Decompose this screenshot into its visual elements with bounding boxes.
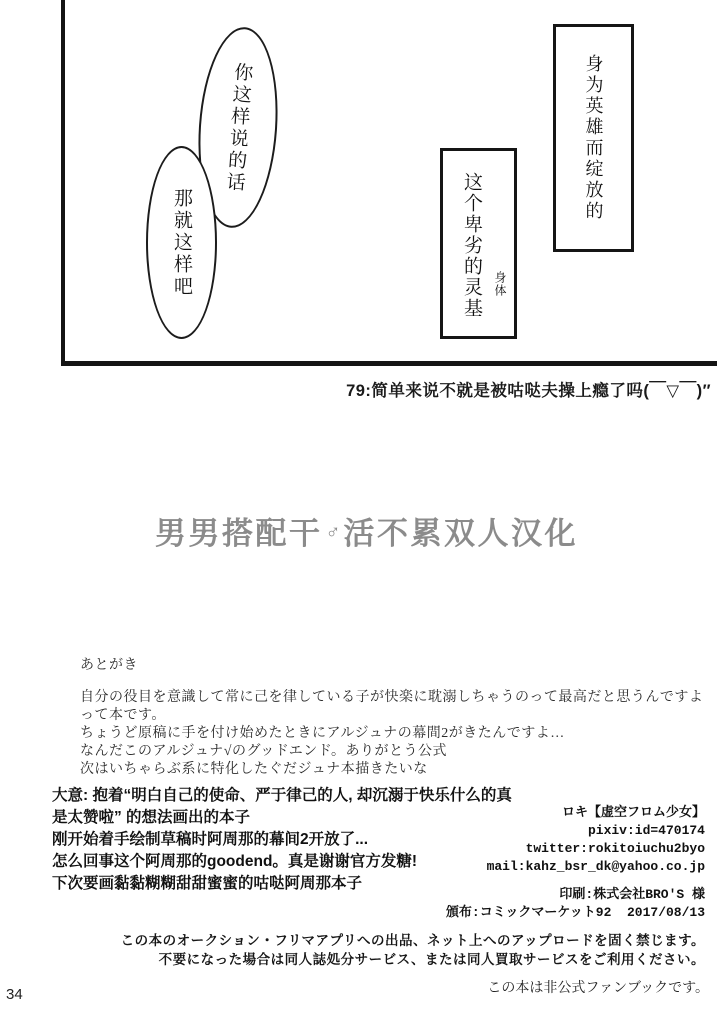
narration-box bbox=[553, 24, 634, 252]
summary-line: 怎么回事这个阿周那的goodend。真是谢谢官方发糖! bbox=[52, 853, 418, 870]
translation-group-title bbox=[155, 508, 578, 553]
afterword-section bbox=[80, 654, 703, 779]
mail-address: mail:kahz_bsr_dk@yahoo.co.jp bbox=[486, 859, 705, 874]
narration-text: 身为英雄而绽放的 bbox=[583, 54, 604, 222]
afterword-line: なんだこのアルジュナ√のグッドエンド。ありがとう公式 bbox=[80, 744, 447, 759]
pixiv-id: pixiv:id=470174 bbox=[587, 823, 705, 838]
summary-line: 是太赞啦” 的想法画出的本子 bbox=[52, 809, 251, 826]
panel-caption: 79:简单来说不就是被咕哒夫操上瘾了吗(￣▽￣)″ bbox=[346, 382, 711, 400]
narration-text: 这个卑劣的灵基 bbox=[461, 172, 482, 319]
page-number: 34 bbox=[6, 986, 23, 1003]
afterword-line: ちょうど原稿に手を付け始めたときにアルジュナの幕間2がきたんですよ… bbox=[80, 726, 565, 741]
summary-line: 刚开始着手绘制草稿时阿周那的幕间2开放了... bbox=[52, 831, 369, 848]
prohibition-notice bbox=[121, 931, 705, 969]
title-text-left: 男男搭配干 bbox=[155, 516, 323, 551]
afterword-line: って本です。 bbox=[80, 708, 166, 723]
narration-ruby-text: 身体 bbox=[493, 271, 507, 297]
title-text-right: 活不累双人汉化 bbox=[343, 516, 578, 551]
panel-left-border bbox=[61, 0, 65, 366]
afterword-heading: あとがき bbox=[80, 658, 138, 673]
speech-bubble-text: 那就这样吧 bbox=[171, 187, 192, 298]
speech-bubble bbox=[146, 146, 217, 339]
twitter-handle: twitter:rokitoiuchu2byo bbox=[525, 841, 705, 856]
author-credits bbox=[487, 804, 705, 876]
notice-line: 不要になった場合は同人誌処分サービス、または同人買取サービスをご利用ください。 bbox=[158, 952, 705, 967]
chinese-summary-section bbox=[52, 785, 512, 895]
printer-info: 印刷:株式会社BRO'S 様 bbox=[559, 887, 705, 902]
panel-bottom-border bbox=[61, 361, 717, 366]
unofficial-fanbook-note: この本は非公式ファンブックです。 bbox=[487, 981, 709, 996]
circle-name: ロキ【虚空フロム少女】 bbox=[561, 805, 705, 820]
print-distribution-info bbox=[446, 886, 705, 922]
summary-line: 大意: 抱着“明白自己的使命、严于律己的人, 却沉溺于快乐什么的真 bbox=[52, 787, 512, 804]
notice-line: この本のオークション・フリマアプリへの出品、ネット上へのアップロードを固く禁じます。 bbox=[120, 933, 705, 948]
speech-bubble-text: 你这样说的话 bbox=[222, 60, 254, 195]
narration-box bbox=[440, 148, 517, 339]
afterword-line: 自分の役目を意識して常に己を律している子が快楽に耽溺しちゃうのって最高だと思うんですよ bbox=[80, 690, 704, 705]
event-info: 頒布:コミックマーケット92 2017/08/13 bbox=[445, 905, 705, 920]
afterword-line: 次はいちゃらぶ系に特化したぐだジュナ本描きたいな bbox=[80, 762, 428, 777]
mars-symbol: ♂ bbox=[325, 521, 341, 543]
summary-line: 下次要画黏黏糊糊甜甜蜜蜜的咕哒阿周那本子 bbox=[52, 875, 363, 892]
